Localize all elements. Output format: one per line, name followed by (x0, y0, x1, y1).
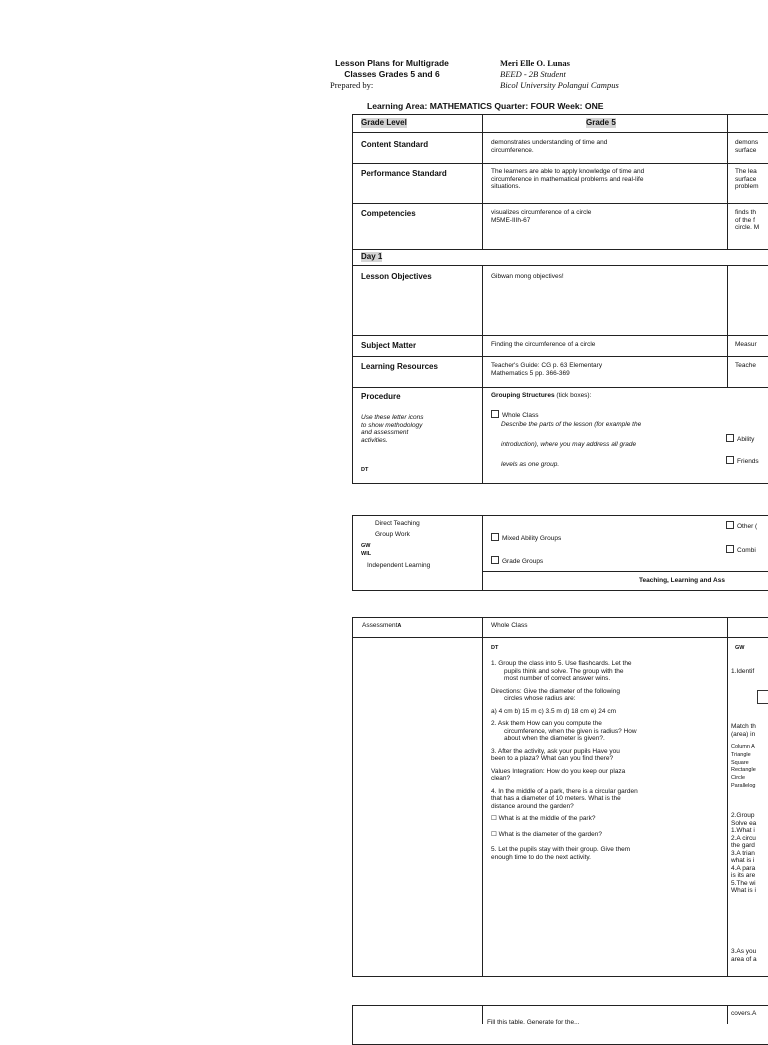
day-label: Day 1 (361, 252, 383, 261)
a-letter-icon: A (397, 623, 402, 629)
learning-resources-label: Learning Resources (361, 362, 438, 371)
assessment-label: AssessmentA (362, 622, 402, 629)
independent-learning-label: Independent Learning (367, 562, 431, 569)
prepared-by-label: Prepared by: (330, 80, 374, 90)
list-item: 5. Let the pupils stay with their group. Give them enough time to do the next activity. (491, 846, 631, 861)
list-item: 3. After the activity, ask your pupils Have you been to a plaza? What can you find there? (491, 747, 620, 762)
list-item: 4. In the middle of a park, there is a circular garden that has a diameter of 10 meters. What is the distance around the garden? (491, 787, 638, 810)
learning-area-heading: Learning Area: MATHEMATICS Quarter: FOUR Week: ONE (367, 101, 604, 111)
performance-standard-g6: The lea surface problem (735, 168, 759, 190)
performance-standard-label: Performance Standard (361, 169, 447, 178)
author-school: Bicol University Polangui Campus (500, 80, 619, 90)
direct-teaching-label: Direct Teaching (375, 520, 420, 527)
mixed-ability-option[interactable]: Mixed Ability Groups (491, 533, 561, 543)
document-title (312, 58, 472, 91)
gw-letter-icon: GW (361, 543, 371, 549)
list-item: Values Integration: How do you keep our plaza clean? (491, 767, 626, 782)
g6-group-problems: 2.Group Solve ea 1.What i 2.A circu the gard 3.A trian what is i 4.A para is its are 5.The wi What is i (731, 812, 757, 894)
other-option[interactable]: Other ( (726, 521, 757, 531)
list-item: 1. Group the class into 5. Use flashcards. Let the pupils think and solve. The group with the most number of correct answer wins. (491, 660, 632, 682)
title-line-1: Lesson Plans for Multigrade (335, 58, 449, 68)
checkbox-icon[interactable] (491, 533, 499, 541)
combi-option[interactable]: Combi (726, 545, 756, 555)
g6-match: Match th (area) in (731, 723, 756, 738)
content-standard-g5: demonstrates understanding of time and circumference. (491, 139, 608, 154)
g6-as-you: 3.As you area of a (731, 948, 757, 963)
dt-letter-icon: DT (491, 645, 499, 651)
checkbox-icon[interactable] (726, 545, 734, 553)
whole-class-option[interactable]: Whole Class (491, 410, 538, 420)
lesson-objectives-g5: Gibwan mong objectives! (491, 273, 564, 280)
competencies-label: Competencies (361, 209, 416, 218)
checkbox-icon[interactable] (491, 556, 499, 564)
subject-matter-g5: Finding the circumference of a circle (491, 341, 596, 348)
list-item: a) 4 cm b) 15 m c) 3.5 m d) 18 cm e) 24 cm (491, 707, 616, 715)
performance-standard-g5: The learners are able to apply knowledge of time and circumference in mathematical problems and real-life situations. (491, 168, 645, 190)
grade-groups-option[interactable]: Grade Groups (491, 556, 543, 566)
group-work-label: Group Work (375, 531, 410, 538)
checkbox-icon[interactable] (726, 434, 734, 442)
procedure-describe: Describe the parts of the lesson (for example the introduction), where you may address all grade levels as one group. (501, 421, 642, 468)
list-item: ☐ What is the diameter of the garden? (491, 830, 602, 838)
checkbox-icon[interactable] (726, 521, 734, 529)
checkbox-icon[interactable] (491, 410, 499, 418)
list-item: ☐ What is at the middle of the park? (491, 815, 596, 822)
procedure-label: Procedure (361, 392, 401, 401)
dt-letter-icon: DT (361, 467, 369, 473)
competencies-g6: finds th of the f circle. M (735, 209, 760, 231)
g5-fill-table: Fill this table. Generate for the... (487, 1019, 580, 1026)
g6-identify: 1.Identif (731, 668, 755, 675)
checkbox-icon[interactable] (726, 456, 734, 464)
ability-option[interactable]: Ability (726, 434, 754, 444)
wil-letter-icon: WIL (361, 551, 372, 557)
activity-list (491, 660, 721, 861)
gw-letter-icon: GW (735, 645, 745, 651)
competencies-g5: visualizes circumference of a circle M5ME-IIIh-67 (491, 209, 592, 224)
title-line-2: Classes Grades 5 and 6 (344, 69, 440, 79)
teaching-learning-heading: Teaching, Learning and Ass (639, 577, 725, 584)
grade-level-label: Grade Level (361, 118, 407, 127)
subject-matter-g6: Measur (735, 341, 757, 348)
subject-matter-label: Subject Matter (361, 341, 417, 350)
procedure-note: Use these letter icons to show methodology and assessment activities. (361, 414, 424, 444)
friends-option[interactable]: Friends (726, 456, 759, 466)
content-standard-g6: demons surface (735, 139, 759, 154)
lesson-objectives-label: Lesson Objectives (361, 272, 432, 281)
list-item: 2. Ask them How can you compute the circumference, when the given is radius? How about when the diameter is given?. (491, 720, 637, 742)
author-name: Meri Elle O. Lunas (500, 58, 570, 68)
g6-covers: covers.A (731, 1010, 757, 1017)
g6-column-a: Column A Triangle Square Rectangle Circle Parallelog (731, 744, 756, 789)
whole-class-label: Whole Class (491, 622, 528, 629)
author-course: BEED - 2B Student (500, 69, 566, 79)
list-item: Directions: Give the diameter of the following circles whose radius are: (491, 687, 620, 702)
grade5-label: Grade 5 (586, 118, 616, 127)
author-block (500, 58, 619, 91)
learning-resources-g6: Teache (735, 362, 756, 369)
grouping-structures-heading: Grouping Structures (tick boxes): (491, 392, 592, 399)
shape-square-icon (757, 690, 768, 704)
content-standard-label: Content Standard (361, 140, 429, 149)
learning-resources-g5: Teacher's Guide: CG p. 63 Elementary Mathematics 5 pp. 366-369 (491, 362, 603, 377)
